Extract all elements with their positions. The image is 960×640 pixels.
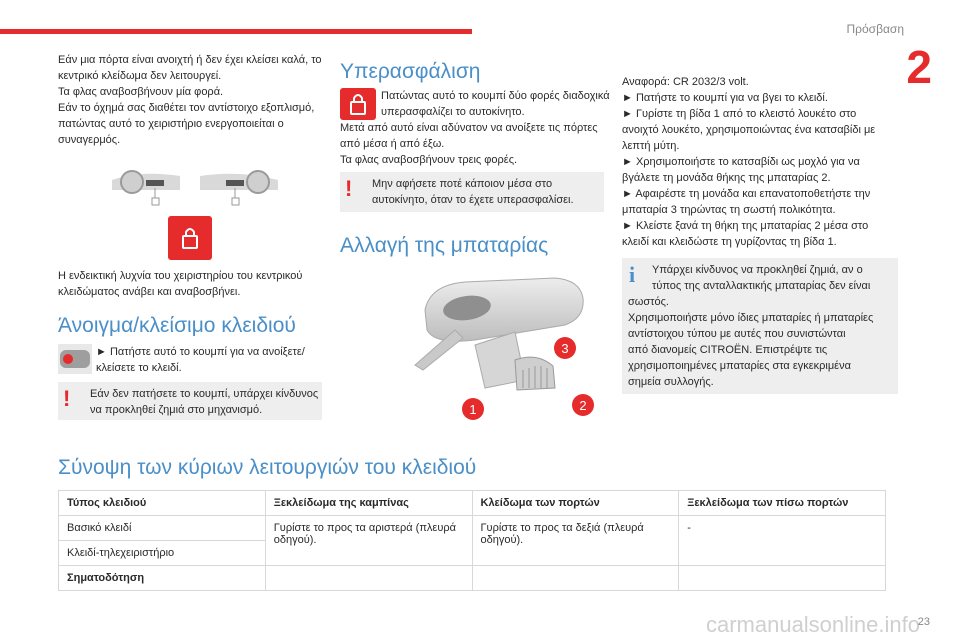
table-header-cell: Τύπος κλειδιού bbox=[59, 491, 266, 516]
info-line: Χρησιμοποιήστε μόνο ίδιες μπαταρίες ή μπαταρίες bbox=[628, 312, 874, 324]
info-icon: i bbox=[629, 262, 636, 287]
callout-2-label: 2 bbox=[579, 398, 587, 413]
deadlock-line: από μέσα ή από έξω. bbox=[340, 138, 445, 150]
lamp-line: κλειδώματος ανάβει και αναβοσβήνει. bbox=[58, 286, 241, 298]
info-line: τύπος της ανταλλακτικής μπαταρίας δεν είναι bbox=[652, 280, 871, 292]
table-row bbox=[59, 566, 886, 591]
table-cell: Κλειδί-τηλεχειριστήριο bbox=[59, 541, 266, 566]
step-line: ► Πατήστε αυτό το κουμπί για να ανοίξετε/ bbox=[96, 346, 305, 358]
summary-title: Σύνοψη των κύριων λειτουργιών του κλειδιού bbox=[58, 456, 477, 479]
info-line: σωστός. bbox=[628, 296, 669, 308]
open-close-title: Άνοιγμα/κλείσιμο κλειδιού bbox=[58, 314, 296, 337]
table-header-row bbox=[59, 491, 886, 516]
warning-line: Μην αφήσετε ποτέ κάποιον μέσα στο bbox=[372, 178, 553, 190]
table-cell bbox=[472, 566, 679, 591]
intro-line: πατώντας αυτό το χειριστήριο ενεργοποιείται ο bbox=[58, 118, 284, 130]
info-line: χρησιμοποιημένες μπαταρίες στα εγκεκριμένα bbox=[628, 360, 851, 372]
lamp-line: Η ενδεικτική λυχνία του χειριστηρίου του κεντρικού bbox=[58, 270, 303, 282]
page-number: 23 bbox=[917, 616, 930, 628]
battery-line: ► Πατήστε το κουμπί για να βγει το κλειδί. bbox=[622, 92, 828, 104]
callout-1-label: 1 bbox=[469, 402, 477, 417]
warning-line: να προκληθεί ζημιά στο μηχανισμό. bbox=[90, 404, 263, 416]
intro-line: Εάν το όχημά σας διαθέτει τον αντίστοιχο εξοπλισμό, bbox=[58, 102, 315, 114]
battery-line: μπαταρία 3 τηρώντας τη σωστή πολικότητα. bbox=[622, 204, 836, 216]
callout-3-label: 3 bbox=[561, 341, 569, 356]
battery-line: ανοιχτό λουκέτο, χρησιμοποιώντας ένα κατσαβίδι με bbox=[622, 124, 876, 136]
deadlock-line: υπερασφαλίζει το αυτοκίνητο. bbox=[381, 106, 525, 118]
deadlock-text-a bbox=[381, 88, 611, 120]
table-cell bbox=[679, 566, 886, 591]
info-line: σημεία συλλογής. bbox=[628, 376, 714, 388]
table-header-cell: Ξεκλείδωμα της καμπίνας bbox=[265, 491, 472, 516]
deadlock-title: Υπερασφάλιση bbox=[340, 60, 481, 83]
step-line: κλείσετε το κλειδί. bbox=[96, 362, 182, 374]
section-title: Πρόσβαση bbox=[846, 22, 904, 36]
warning-line: αυτοκίνητο, όταν το έχετε υπερασφαλίσει. bbox=[372, 194, 574, 206]
warning-line: Εάν δεν πατήσετε το κουμπί, υπάρχει κίνδυνος bbox=[90, 388, 319, 400]
key-functions-table bbox=[58, 490, 886, 591]
deadlock-line: Μετά από αυτό είναι αδύνατον να ανοίξετε τις πόρτες bbox=[340, 122, 598, 134]
intro-line: κεντρικό κλείδωμα δεν λειτουργεί. bbox=[58, 70, 222, 82]
deadlock-line: Τα φλας αναβοσβήνουν τρεις φορές. bbox=[340, 154, 518, 166]
dashboard-illustration bbox=[110, 168, 280, 208]
lamp-text bbox=[58, 268, 328, 300]
padlock-icon bbox=[340, 88, 376, 120]
battery-title: Αλλαγή της μπαταρίας bbox=[340, 234, 549, 257]
warning-icon: ! bbox=[63, 386, 71, 411]
table-cell: Βασικό κλειδί bbox=[59, 516, 266, 541]
key-fold-button-icon bbox=[58, 344, 92, 374]
battery-line: ► Χρησιμοποιήστε το κατσαβίδι ως μοχλό για να bbox=[622, 156, 860, 168]
info-line: αντίστοιχου τύπου με αυτές που συνιστώνται bbox=[628, 328, 846, 340]
deadlock-text-b bbox=[340, 120, 610, 168]
left-intro bbox=[58, 52, 328, 148]
deadlock-button bbox=[340, 88, 376, 120]
info-note bbox=[622, 258, 898, 394]
info-line: από διανομείς CITROËN. Επιστρέψτε τις bbox=[628, 344, 828, 356]
battery-line: λεπτή μύτη. bbox=[622, 140, 680, 152]
warning-icon: ! bbox=[345, 176, 353, 201]
intro-line: συναγερμός. bbox=[58, 134, 121, 146]
key-battery-illustration bbox=[405, 270, 605, 430]
table-header-cell: Ξεκλείδωμα των πίσω πορτών bbox=[679, 491, 886, 516]
battery-line: ► Γυρίστε τη βίδα 1 από το κλειστό λουκέτο στο bbox=[622, 108, 857, 120]
battery-steps bbox=[622, 74, 912, 250]
watermark: carmanualsonline.info bbox=[705, 612, 920, 637]
central-locking-button bbox=[168, 216, 212, 260]
table-cell bbox=[265, 566, 472, 591]
battery-line: κλειδί και κλειδώστε τη γυρίζοντας τη βίδα 1. bbox=[622, 236, 837, 248]
table-cell: - bbox=[679, 516, 886, 566]
info-line: Υπάρχει κίνδυνος να προκληθεί ζημιά, αν ο bbox=[652, 264, 863, 276]
warning-note-middle bbox=[340, 172, 604, 212]
battery-line: βγάλετε τη μονάδα θήκης της μπαταρίας 2. bbox=[622, 172, 831, 184]
table-cell: Σηματοδότηση bbox=[59, 566, 266, 591]
warning-note-left bbox=[58, 382, 322, 420]
deadlock-line: Πατώντας αυτό το κουμπί δύο φορές διαδοχικά bbox=[381, 90, 610, 102]
header-red-rule bbox=[0, 29, 472, 34]
table-cell: Γυρίστε το προς τα δεξιά (πλευρά οδηγού). bbox=[472, 516, 679, 566]
padlock-icon bbox=[168, 216, 212, 260]
table-cell: Γυρίστε το προς τα αριστερά (πλευρά οδηγού). bbox=[265, 516, 472, 566]
battery-line: ► Αφαιρέστε τη μονάδα και επανατοποθετήστε την bbox=[622, 188, 871, 200]
intro-line: Εάν μια πόρτα είναι ανοιχτή ή δεν έχει κλείσει καλά, το bbox=[58, 54, 322, 66]
chapter-number: 2 bbox=[906, 41, 932, 93]
table-row bbox=[59, 516, 886, 541]
battery-line: ► Κλείστε ξανά τη θήκη της μπαταρίας 2 μέσα στο bbox=[622, 220, 869, 232]
battery-line: Αναφορά: CR 2032/3 volt. bbox=[622, 76, 749, 88]
open-close-step bbox=[96, 344, 326, 376]
table-header-cell: Κλείδωμα των πορτών bbox=[472, 491, 679, 516]
intro-line: Τα φλας αναβοσβήνουν μία φορά. bbox=[58, 86, 224, 98]
